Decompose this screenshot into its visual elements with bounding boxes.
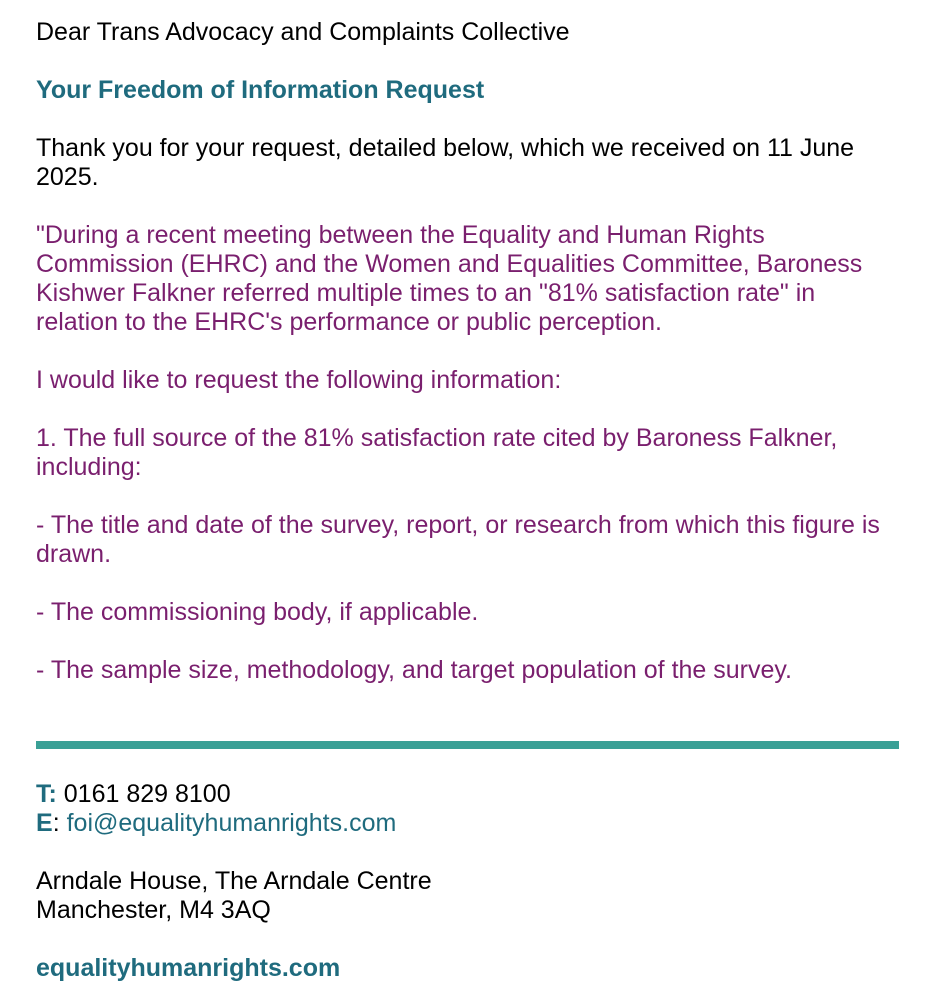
postal-address [36,867,902,925]
request-paragraph-2: I would like to request the following information: [36,366,562,394]
address-line-2: Manchester, M4 3AQ [36,896,271,924]
greeting: Dear Trans Advocacy and Complaints Collective [36,18,570,46]
request-paragraph-1: "During a recent meeting between the Equality and Human Rights Commission (EHRC) and the Women and Equalities Committee, Baroness Kishwer Falkner referred multiple times to an "81% satisfaction rate" in relation to the EHRC's performance or public perception. [36,221,863,336]
phone-label: T: [36,780,57,808]
phone-number: 0161 829 8100 [63,780,231,808]
email-label: E [36,809,53,837]
request-bullet-2: - The commissioning body, if applicable. [36,598,479,626]
email-line [36,809,902,838]
letter-body [36,18,902,714]
request-bullet-3: - The sample size, methodology, and target population of the survey. [36,656,792,684]
address-line-1: Arndale House, The Arndale Centre [36,867,432,895]
phone-line [36,780,902,809]
footer-divider [36,741,899,749]
website-link[interactable]: equalityhumanrights.com [36,954,341,982]
contact-footer [36,780,902,983]
letter-heading: Your Freedom of Information Request [36,76,485,104]
quoted-request [36,221,902,685]
request-item-1: 1. The full source of the 81% satisfaction rate cited by Baroness Falkner, including: [36,424,838,481]
intro-paragraph: Thank you for your request, detailed below, which we received on 11 June 2025. [36,134,855,191]
request-bullet-1: - The title and date of the survey, report, or research from which this figure is drawn. [36,511,880,568]
email-link[interactable]: foi@equalityhumanrights.com [66,809,397,837]
email-separator: : [52,809,60,837]
